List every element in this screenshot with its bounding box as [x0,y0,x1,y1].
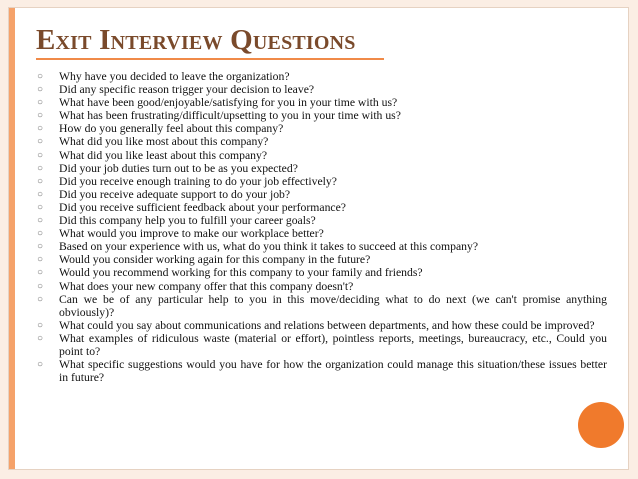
question-text: Would you recommend working for this company to your family and friends? [59,266,423,280]
question-text: Can we be of any particular help to you in this move/deciding what to do next (we can't promise anything obviously)? [59,292,607,319]
question-text: What specific suggestions would you have for how the organization could manage this situation/these issues better in future? [59,358,607,385]
question-item [35,293,607,319]
hollow-circle-bullet-icon: ○ [37,228,44,240]
question-text: Did you receive adequate support to do your job? [59,187,291,201]
question-item [35,280,607,293]
left-accent-stripe [9,8,15,469]
hollow-circle-bullet-icon: ○ [37,215,44,227]
hollow-circle-bullet-icon: ○ [37,359,44,371]
question-item [35,319,607,332]
question-item [35,162,607,175]
question-list [35,70,607,384]
hollow-circle-bullet-icon: ○ [37,136,44,148]
hollow-circle-bullet-icon: ○ [37,84,44,96]
hollow-circle-bullet-icon: ○ [37,149,44,161]
title-underline [36,58,384,60]
hollow-circle-bullet-icon: ○ [37,280,44,292]
hollow-circle-bullet-icon: ○ [37,319,44,331]
question-item [35,201,607,214]
question-text: Did this company help you to fulfill your career goals? [59,214,316,228]
question-text: Why have you decided to leave the organization? [59,70,290,83]
question-item [35,83,607,96]
hollow-circle-bullet-icon: ○ [37,71,44,82]
question-item [35,135,607,148]
hollow-circle-bullet-icon: ○ [37,97,44,109]
question-item [35,188,607,201]
question-text: What would you improve to make our workplace better? [59,227,324,241]
question-text: What did you like least about this company? [59,148,268,162]
hollow-circle-bullet-icon: ○ [37,267,44,279]
question-text: Based on your experience with us, what do you think it takes to succeed at this company? [59,240,479,254]
question-text: What did you like most about this company? [59,135,269,149]
question-item [35,149,607,162]
question-text: Did you receive enough training to do your job effectively? [59,174,337,188]
hollow-circle-bullet-icon: ○ [37,123,44,135]
question-text: Would you consider working again for this company in the future? [59,253,371,267]
question-text: What does your new company offer that this company doesn't? [59,279,354,293]
question-text: Did you receive sufficient feedback about your performance? [59,200,346,214]
slide-title: Exit Interview Questions [36,24,356,56]
question-item [35,253,607,266]
hollow-circle-bullet-icon: ○ [37,254,44,266]
question-text: How do you generally feel about this company? [59,122,284,136]
hollow-circle-bullet-icon: ○ [37,188,44,200]
question-item [35,122,607,135]
question-item [35,227,607,240]
question-text: Did any specific reason trigger your decision to leave? [59,83,315,97]
question-text: What examples of ridiculous waste (material or effort), pointless reports, meetings, bureaucracy, etc., Could you point to? [59,331,607,358]
question-item [35,240,607,253]
question-item [35,109,607,122]
question-text: What have been good/enjoyable/satisfying for you in your time with us? [59,96,398,110]
question-text: What has been frustrating/difficult/upsetting to you in your time with us? [59,109,401,123]
orange-circle-decoration [578,402,624,448]
question-item [35,214,607,227]
question-item [35,358,607,384]
slide [8,7,629,470]
hollow-circle-bullet-icon: ○ [37,293,44,305]
hollow-circle-bullet-icon: ○ [37,332,44,344]
question-item [35,96,607,109]
question-item [35,332,607,358]
hollow-circle-bullet-icon: ○ [37,201,44,213]
hollow-circle-bullet-icon: ○ [37,241,44,253]
question-item [35,70,607,83]
hollow-circle-bullet-icon: ○ [37,175,44,187]
hollow-circle-bullet-icon: ○ [37,162,44,174]
question-item [35,175,607,188]
hollow-circle-bullet-icon: ○ [37,110,44,122]
question-item [35,266,607,279]
question-text: Did your job duties turn out to be as you expected? [59,161,298,175]
question-text: What could you say about communications and relations between departments, and how these could be improved? [59,318,595,332]
